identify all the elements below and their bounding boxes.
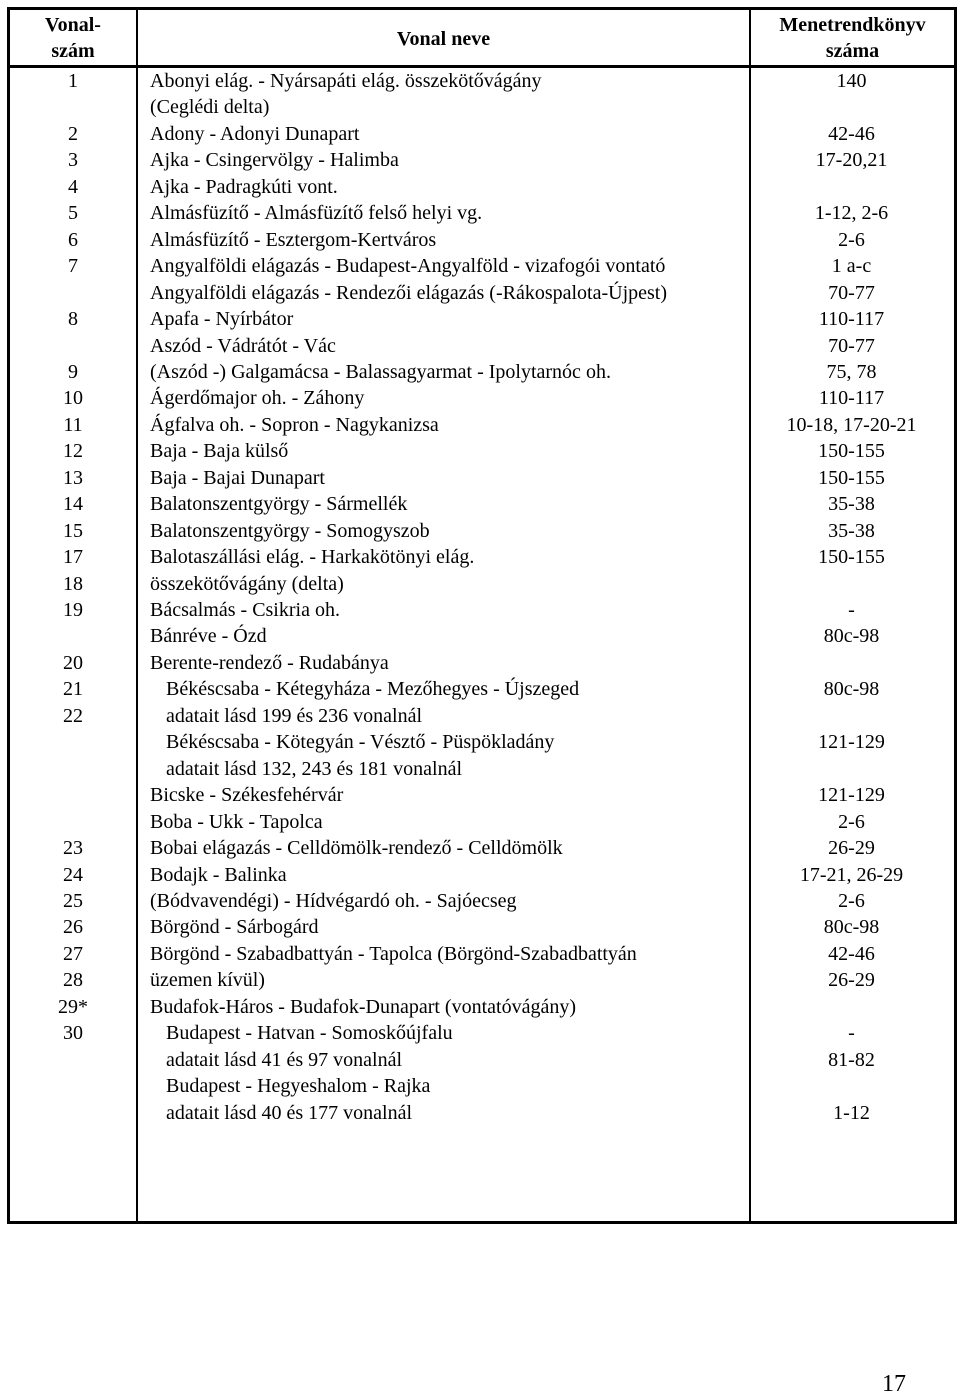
timetable-book-cell: 110-117 xyxy=(818,387,885,410)
page-number: 17 xyxy=(882,1371,906,1397)
header-timetable-book-line1: Menetrendkönyv xyxy=(779,14,926,36)
line-number-cell: 13 xyxy=(63,466,83,489)
timetable-book-cell: 80c-98 xyxy=(823,678,880,701)
line-name-cell: Bobai elágazás - Celldömölk-rendező - Celldömölk xyxy=(150,837,563,860)
timetable-book-cell: - xyxy=(848,599,855,621)
line-name-cell: üzemen kívül) xyxy=(150,969,265,992)
timetable-book-cell: 80c-98 xyxy=(823,625,880,648)
timetable-book-cell: 150-155 xyxy=(818,440,885,463)
header-timetable-book-line2: száma xyxy=(825,40,880,62)
timetable-book-cell: 35-38 xyxy=(828,519,875,542)
line-name-cell: Börgönd - Sárbogárd xyxy=(150,916,319,939)
line-name-cell: Börgönd - Szabadbattyán - Tapolca (Börgönd-Szabadbattyán xyxy=(150,942,637,965)
header-line-number xyxy=(10,12,136,64)
line-number-cell: 19 xyxy=(63,599,83,621)
line-name-cell: Aszód - Vádrátót - Vác xyxy=(150,334,336,357)
line-name-cell: Bicske - Székesfehérvár xyxy=(150,784,344,807)
header-line-number-line1: Vonal- xyxy=(45,14,101,36)
line-number-cell: 12 xyxy=(63,440,83,463)
timetable-book-cell: 121-129 xyxy=(818,731,885,754)
timetable-book-cell: - xyxy=(848,1022,855,1045)
line-name-cell: Budapest - Hatvan - Somoskőújfalu xyxy=(166,1022,453,1045)
line-name-cell: Berente-rendező - Rudabánya xyxy=(150,651,389,674)
line-name-cell: Balatonszentgyörgy - Somogyszob xyxy=(150,519,430,542)
timetable-book-cell: 26-29 xyxy=(828,837,875,860)
line-number-cell: 15 xyxy=(63,519,83,542)
line-number-cell: 30 xyxy=(63,1022,83,1045)
line-name-cell: Bánréve - Ózd xyxy=(150,625,267,648)
header-line-number-line2: szám xyxy=(51,40,95,62)
line-number-cell: 14 xyxy=(63,493,83,516)
line-name-cell: Angyalföldi elágazás - Budapest-Angyalföld - vizafogói vontató xyxy=(150,255,666,278)
line-number-cell: 6 xyxy=(68,228,78,251)
line-name-cell: Bácsalmás - Csikria oh. xyxy=(150,599,340,621)
line-number-cell: 29* xyxy=(58,995,88,1018)
line-number-cell: 9 xyxy=(68,360,78,383)
line-number-cell: 2 xyxy=(68,122,78,145)
line-number-cell: 23 xyxy=(63,837,83,860)
line-name-cell: Almásfüzítő - Almásfüzítő felső helyi vg. xyxy=(150,202,483,225)
timetable-book-cell: 1-12, 2-6 xyxy=(814,202,889,225)
line-name-cell: Budapest - Hegyeshalom - Rajka xyxy=(166,1075,431,1098)
line-name-cell: Boba - Ukk - Tapolca xyxy=(150,810,323,833)
line-name-cell: Ágerdőmajor oh. - Záhony xyxy=(150,387,365,410)
timetable-book-cell: 17-20,21 xyxy=(815,149,888,172)
line-number-cell: 7 xyxy=(68,255,78,278)
line-number-cell: 8 xyxy=(68,308,78,331)
timetable-book-cell: 70-77 xyxy=(828,334,875,357)
timetable-book-cell: 2-6 xyxy=(838,810,865,833)
line-number-cell: 27 xyxy=(63,942,83,965)
line-name-cell: Bodajk - Balinka xyxy=(150,863,287,886)
header-timetable-book xyxy=(751,12,954,64)
timetable-book-cell: 121-129 xyxy=(818,784,885,807)
timetable-book-cell: 42-46 xyxy=(828,942,875,965)
timetable-book-cell: 150-155 xyxy=(818,546,885,569)
line-name-cell: Ajka - Padragkúti vont. xyxy=(150,175,338,198)
timetable-book-cell: 2-6 xyxy=(838,228,865,251)
line-number-cell: 18 xyxy=(63,572,83,595)
line-name-cell: adatait lásd 41 és 97 vonalnál xyxy=(166,1048,403,1071)
line-name-cell: Almásfüzítő - Esztergom-Kertváros xyxy=(150,228,437,251)
line-name-cell: Ágfalva oh. - Sopron - Nagykanizsa xyxy=(150,413,439,436)
line-number-cell: 17 xyxy=(63,546,83,569)
header-line-name: Vonal neve xyxy=(396,28,491,50)
timetable-book-cell: 80c-98 xyxy=(823,916,880,939)
timetable-book-cell: 35-38 xyxy=(828,493,875,516)
timetable-book-cell: 110-117 xyxy=(818,308,885,331)
line-name-cell: Baja - Bajai Dunapart xyxy=(150,466,325,489)
timetable-book-cell: 75, 78 xyxy=(826,360,877,383)
line-name-cell: Baja - Baja külső xyxy=(150,440,289,463)
line-number-cell: 3 xyxy=(68,149,78,172)
line-number-cell: 20 xyxy=(63,651,83,674)
line-name-cell: Békéscsaba - Kétegyháza - Mezőhegyes - Újszeged xyxy=(166,678,580,701)
line-name-cell: adatait lásd 132, 243 és 181 vonalnál xyxy=(166,757,463,780)
line-name-cell: Balotaszállási elág. - Harkakötönyi elág. xyxy=(150,546,475,569)
line-name-cell: adatait lásd 40 és 177 vonalnál xyxy=(166,1101,413,1124)
timetable-book-cell: 2-6 xyxy=(838,889,865,912)
column-divider xyxy=(136,10,138,1221)
line-name-cell: (Ceglédi delta) xyxy=(150,96,270,119)
line-name-cell: Ajka - Csingervölgy - Halimba xyxy=(150,149,399,172)
line-number-cell: 25 xyxy=(63,889,83,912)
line-number-cell: 1 xyxy=(68,70,78,92)
line-number-cell: 22 xyxy=(63,704,83,727)
line-number-cell: 10 xyxy=(63,387,83,410)
timetable-table xyxy=(7,7,957,1224)
line-number-cell: 28 xyxy=(63,969,83,992)
line-number-cell: 24 xyxy=(63,863,83,886)
timetable-book-cell: 26-29 xyxy=(828,969,875,992)
line-name-cell: Békéscsaba - Kötegyán - Vésztő - Püspökladány xyxy=(166,731,555,754)
line-name-cell: Angyalföldi elágazás - Rendezői elágazás (-Rákospalota-Újpest) xyxy=(150,281,668,304)
line-number-cell: 26 xyxy=(63,916,83,939)
line-name-cell: (Aszód -) Galgamácsa - Balassagyarmat - Ipolytarnóc oh. xyxy=(150,360,611,383)
line-name-cell: adatait lásd 199 és 236 vonalnál xyxy=(166,704,423,727)
line-name-cell: összekötővágány (delta) xyxy=(150,572,344,595)
timetable-book-cell: 81-82 xyxy=(828,1048,875,1071)
line-name-cell: Apafa - Nyírbátor xyxy=(150,308,294,331)
timetable-book-cell: 150-155 xyxy=(818,466,885,489)
line-name-cell: Abonyi elág. - Nyársapáti elág. összekötővágány xyxy=(150,70,542,92)
timetable-book-cell: 1 a-c xyxy=(831,255,872,278)
timetable-book-cell: 17-21, 26-29 xyxy=(799,863,904,886)
line-name-cell: Balatonszentgyörgy - Sármellék xyxy=(150,493,408,516)
line-number-cell: 4 xyxy=(68,175,78,198)
line-name-cell: Adony - Adonyi Dunapart xyxy=(150,122,360,145)
timetable-book-cell: 70-77 xyxy=(828,281,875,304)
line-number-cell: 21 xyxy=(63,678,83,701)
timetable-book-cell: 10-18, 17-20-21 xyxy=(786,413,917,436)
line-name-cell: (Bódvavendégi) - Hídvégardó oh. - Sajóecseg xyxy=(150,889,517,912)
line-number-cell: 5 xyxy=(68,202,78,225)
timetable-book-cell: 140 xyxy=(836,70,867,92)
timetable-book-cell: 42-46 xyxy=(828,122,875,145)
timetable-book-cell: 1-12 xyxy=(833,1101,870,1124)
line-name-cell: Budafok-Háros - Budafok-Dunapart (vontatóvágány) xyxy=(150,995,576,1018)
line-number-cell: 11 xyxy=(63,413,83,436)
